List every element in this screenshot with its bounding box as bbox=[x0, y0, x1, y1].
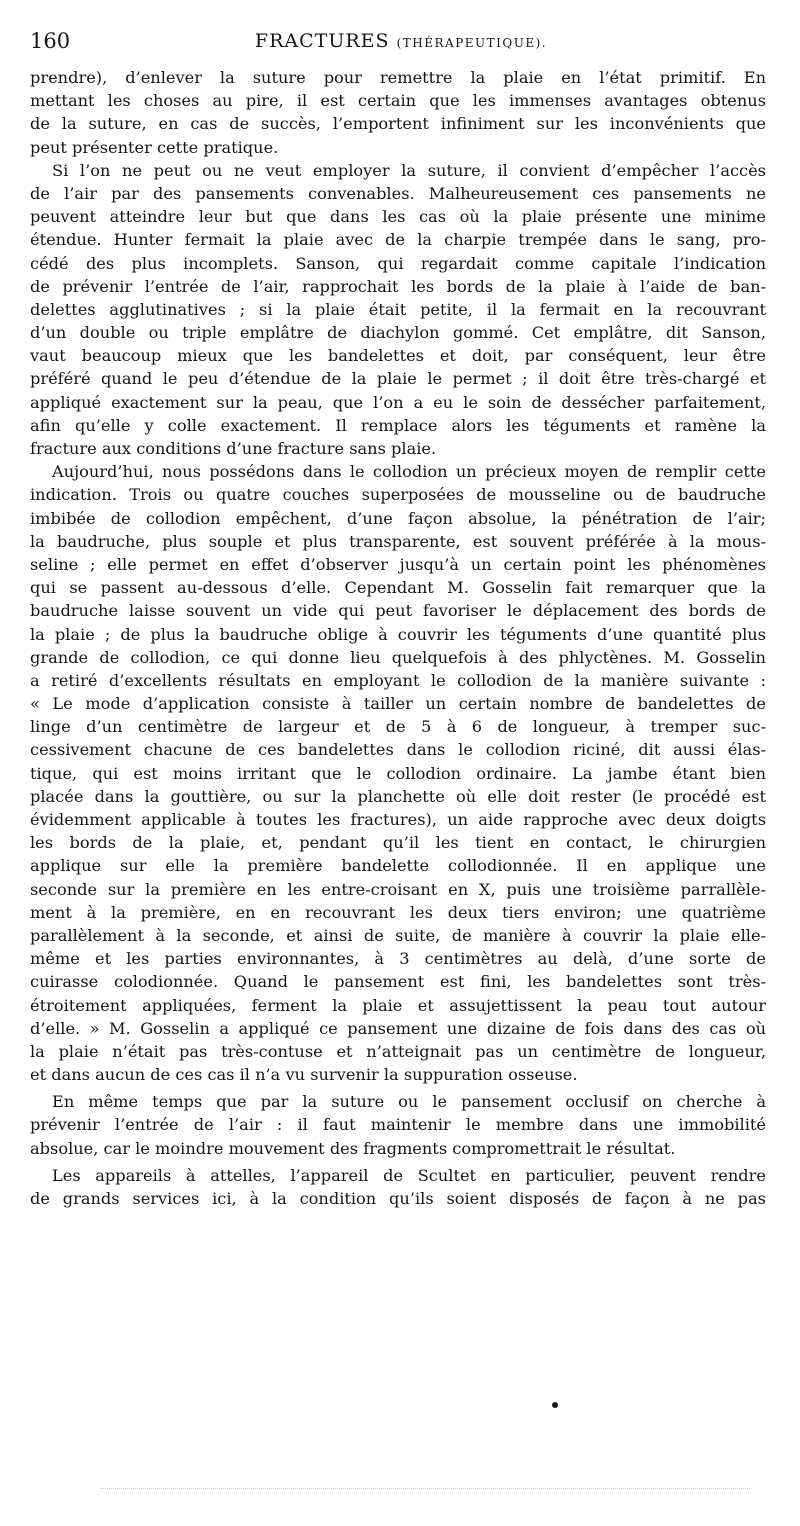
page-header bbox=[30, 26, 772, 56]
text-line: de la suture, en cas de succès, l’emportent infiniment sur les inconvénients que bbox=[30, 114, 766, 134]
text-line: fracture aux conditions d’une fracture sans plaie. bbox=[30, 439, 437, 458]
text-line: d’elle. » M. Gosselin a appliqué ce pansement une dizaine de fois dans des cas où bbox=[30, 1018, 766, 1038]
text-line: tique, qui est moins irritant que le collodion ordinaire. La jambe étant bien bbox=[30, 763, 766, 783]
text-line: de grands services ici, à la condition qu’ils soient disposés de façon à ne pas bbox=[30, 1189, 766, 1208]
scan-bleed-through bbox=[100, 1488, 750, 1489]
text-line: « Le mode d’application consiste à tailler un certain nombre de bandelettes de bbox=[30, 694, 766, 714]
ink-dot bbox=[552, 1402, 558, 1408]
running-title-main: FRACTURES bbox=[254, 30, 390, 52]
text-line: delettes agglutinatives ; si la plaie était petite, il la fermait en la recouvrant bbox=[30, 299, 766, 319]
body-text bbox=[30, 66, 766, 1210]
text-line: afin qu’elle y colle exactement. Il remplace alors les téguments et ramène la bbox=[30, 415, 766, 435]
text-line: les bords de la plaie, et, pendant qu’il les tient en contact, le chirurgien bbox=[30, 833, 766, 853]
text-line: imbibée de collodion empêchent, d’une façon absolue, la pénétration de l’air; bbox=[30, 508, 766, 528]
text-line: et dans aucun de ces cas il n’a vu survenir la suppuration osseuse. bbox=[30, 1065, 578, 1085]
text-line: placée dans la gouttière, ou sur la planchette où elle doit rester (le procédé est bbox=[30, 786, 766, 806]
text-line: de prévenir l’entrée de l’air, rapprochait les bords de la plaie à l’aide de ban- bbox=[30, 276, 766, 296]
text-line: étroitement appliquées, ferment la plaie et assujettissent la peau tout autour bbox=[30, 995, 766, 1015]
page-number: 160 bbox=[30, 29, 71, 53]
text-line: vaut beaucoup mieux que les bandelettes et doit, par conséquent, leur être bbox=[30, 346, 766, 366]
text-line: étendue. Hunter fermait la plaie avec de la charpie trempée dans le sang, pro- bbox=[30, 230, 766, 250]
text-line: évidemment applicable à toutes les fractures), un aide rapproche avec deux doigts bbox=[30, 810, 766, 829]
text-line: seconde sur la première en les entre-croisant en X, puis une troisième parrallèle- bbox=[30, 879, 766, 899]
text-line: cuirasse colodionnée. Quand le pansement est fini, les bandelettes sont très- bbox=[30, 972, 766, 992]
text-line: cessivement chacune de ces bandelettes dans le collodion riciné, dit aussi élas- bbox=[30, 740, 766, 760]
text-line: peut présenter cette pratique. bbox=[30, 137, 279, 157]
running-title-subtitle: (THÉRAPEUTIQUE). bbox=[396, 36, 548, 50]
text-line: la plaie ; de plus la baudruche oblige à couvrir les téguments d’une quantité plus bbox=[30, 624, 766, 644]
text-line: baudruche laisse souvent un vide qui peut favoriser le déplacement des bords de bbox=[30, 601, 766, 621]
text-line: Les appareils à attelles, l’appareil de Scultet en particulier, peuvent rendre bbox=[52, 1165, 766, 1185]
text-line: qui se passent au-dessous d’elle. Cependant M. Gosselin fait remarquer que la bbox=[30, 578, 766, 598]
text-line: seline ; elle permet en effet d’observer jusqu’à un certain point les phénomènes bbox=[30, 554, 766, 574]
text-line: peuvent atteindre leur but que dans les cas où la plaie présente une minime bbox=[30, 207, 766, 227]
text-line: cédé des plus incomplets. Sanson, qui regardait comme capitale l’indication bbox=[30, 253, 766, 273]
text-line: En même temps que par la suture ou le pansement occlusif on cherche à bbox=[52, 1092, 766, 1112]
text-line: applique sur elle la première bandelette collodionnée. Il en applique une bbox=[30, 856, 766, 876]
text-line: même et les parties environnantes, à 3 centimètres au delà, d’une sorte de bbox=[30, 949, 766, 969]
text-line: de l’air par des pansements convenables. Malheureusement ces pansements ne bbox=[30, 183, 766, 203]
text-line: absolue, car le moindre mouvement des fragments compromettrait le résultat. bbox=[30, 1138, 676, 1158]
text-line: parallèlement à la seconde, et ainsi de suite, de manière à couvrir la plaie elle- bbox=[30, 925, 766, 945]
text-line: ment à la première, en en recouvrant les deux tiers environ; une quatrième bbox=[30, 902, 766, 922]
text-line: grande de collodion, ce qui donne lieu quelquefois à des phlyctènes. M. Gosselin bbox=[30, 647, 766, 667]
text-line: Aujourd’hui, nous possédons dans le collodion un précieux moyen de remplir cette bbox=[52, 462, 766, 482]
running-title bbox=[30, 26, 772, 58]
text-line: Si l’on ne peut ou ne veut employer la suture, il convient d’empêcher l’accès bbox=[52, 160, 766, 180]
text-line: mettant les choses au pire, il est certain que les immenses avantages obtenus bbox=[30, 91, 766, 111]
text-line: linge d’un centimètre de largeur et de 5 à 6 de longueur, à tremper suc- bbox=[30, 717, 766, 737]
text-line: la baudruche, plus souple et plus transparente, est souvent préférée à la mous- bbox=[30, 531, 766, 551]
text-line: d’un double ou triple emplâtre de diachylon gommé. Cet emplâtre, dit Sanson, bbox=[30, 323, 766, 343]
text-line: préféré quand le peu d’étendue de la plaie le permet ; il doit être très-chargé et bbox=[30, 369, 766, 389]
text-line: prendre), d’enlever la suture pour remettre la plaie en l’état primitif. En bbox=[30, 68, 766, 87]
text-line: la plaie n’était pas très-contuse et n’atteignait pas un centimètre de longueur, bbox=[30, 1041, 766, 1061]
text-line: a retiré d’excellents résultats en employant le collodion de la manière suivante : bbox=[30, 670, 766, 690]
text-line: prévenir l’entrée de l’air : il faut maintenir le membre dans une immobilité bbox=[30, 1115, 766, 1135]
text-line: appliqué exactement sur la peau, que l’on a eu le soin de dessécher parfaitement, bbox=[30, 392, 766, 412]
text-line: indication. Trois ou quatre couches superposées de mousseline ou de baudruche bbox=[30, 485, 766, 505]
